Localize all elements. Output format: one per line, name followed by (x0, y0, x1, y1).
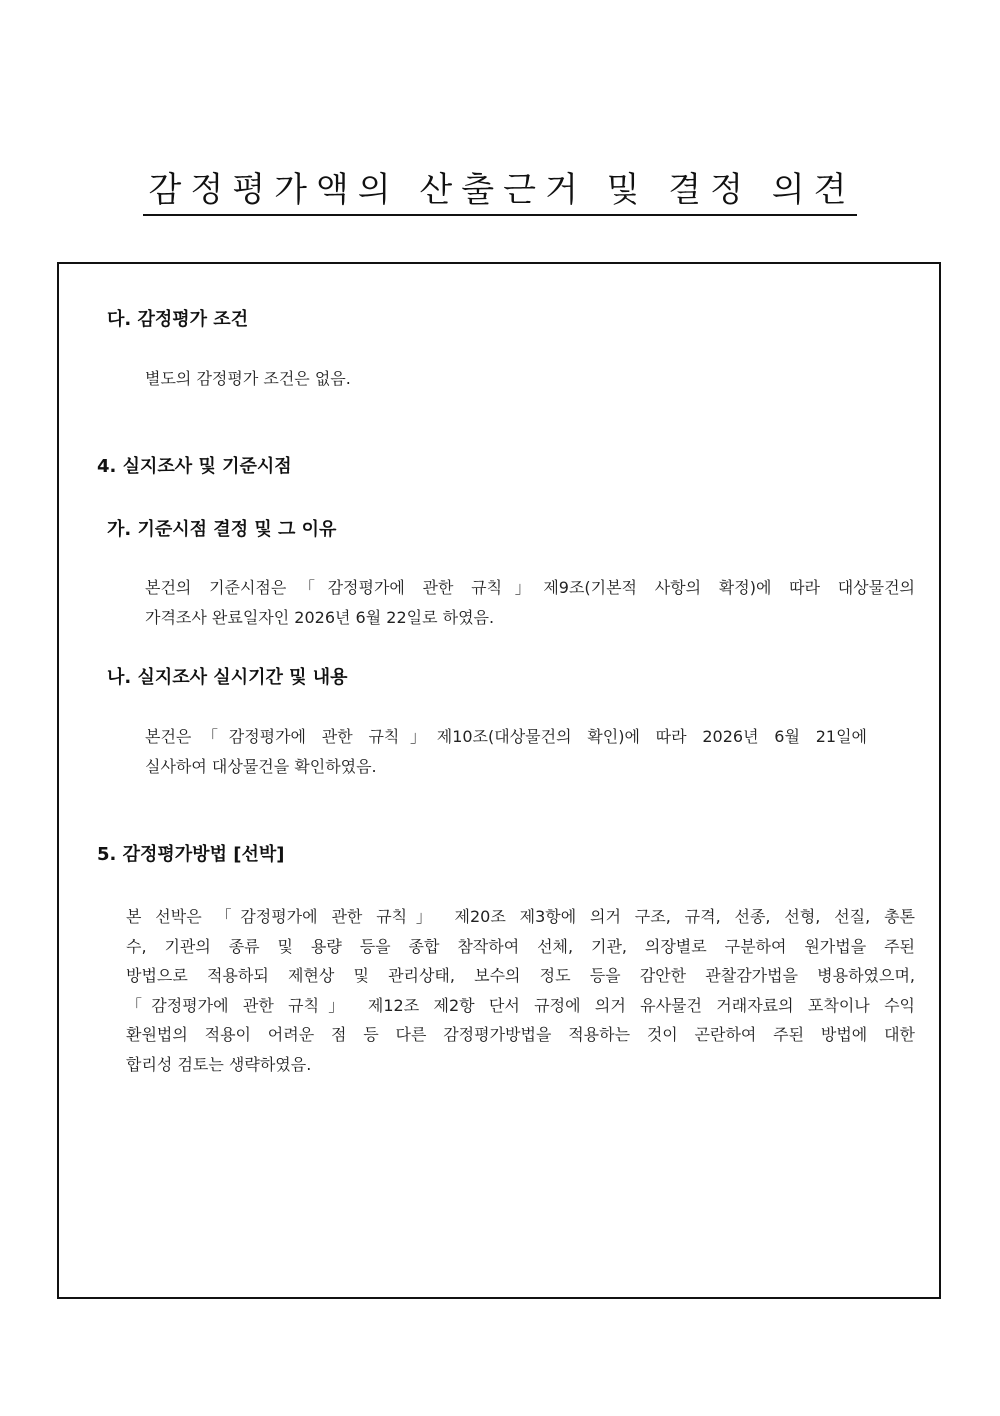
paragraph-line: 본건은「감정평가에 관한 규칙」제10조(대상물건의 확인)에 따라 2026년 6월 21일에 (145, 727, 867, 746)
paragraph-line: 방법으로 적용하되 제현상 및 관리상태, 보수의 정도 등을 감안한 관찰감가법을 병용하였으며, (126, 966, 915, 985)
paragraph-line: 「감정평가에 관한 규칙」 제12조 제2항 단서 규정에 의거 유사물건 거래자료의 포착이나 수익 (126, 995, 915, 1015)
paragraph-line: 합리성 검토는 생략하였음. (126, 1054, 312, 1074)
paragraph-survey-period (145, 722, 867, 781)
paragraph-line: 환원법의 적용이 어려운 점 등 다른 감정평가방법을 적용하는 것이 곤란하여 주된 방법에 대한 (126, 1025, 915, 1044)
heading-da-appraisal-conditions: 다. 감정평가 조건 (107, 309, 249, 330)
heading-5-appraisal-method: 5. 감정평가방법 [선박] (97, 844, 285, 865)
paragraph-appraisal-method (126, 902, 915, 1079)
paragraph-line: 실사하여 대상물건을 확인하였음. (145, 756, 377, 776)
page-title-text: 감정평가액의 산출근거 및 결정 의견 (143, 168, 858, 216)
paragraph-line: 가격조사 완료일자인 2026년 6월 22일로 하였음. (145, 607, 495, 627)
paragraph-base-date (145, 573, 915, 632)
heading-na-survey-period: 나. 실지조사 실시기간 및 내용 (107, 667, 348, 688)
paragraph-line: 수, 기관의 종류 및 용량 등을 종합 참작하여 선체, 기관, 의장별로 구분하여 원가법을 주된 (126, 936, 915, 956)
paragraph-line: 본건의 기준시점은「감정평가에 관한 규칙」제9조(기본적 사항의 확정)에 따라 대상물건의 (145, 578, 915, 597)
heading-ga-base-date: 가. 기준시점 결정 및 그 이유 (107, 519, 337, 540)
heading-4-field-survey: 4. 실지조사 및 기준시점 (97, 456, 292, 477)
paragraph-appraisal-conditions: 별도의 감정평가 조건은 없음. (145, 369, 351, 388)
content-box (57, 262, 941, 1299)
page-title (0, 168, 1000, 216)
paragraph-line: 본 선박은 「감정평가에 관한 규칙」 제20조 제3항에 의거 구조, 규격, 선종, 선형, 선질, 총톤 (126, 907, 915, 926)
